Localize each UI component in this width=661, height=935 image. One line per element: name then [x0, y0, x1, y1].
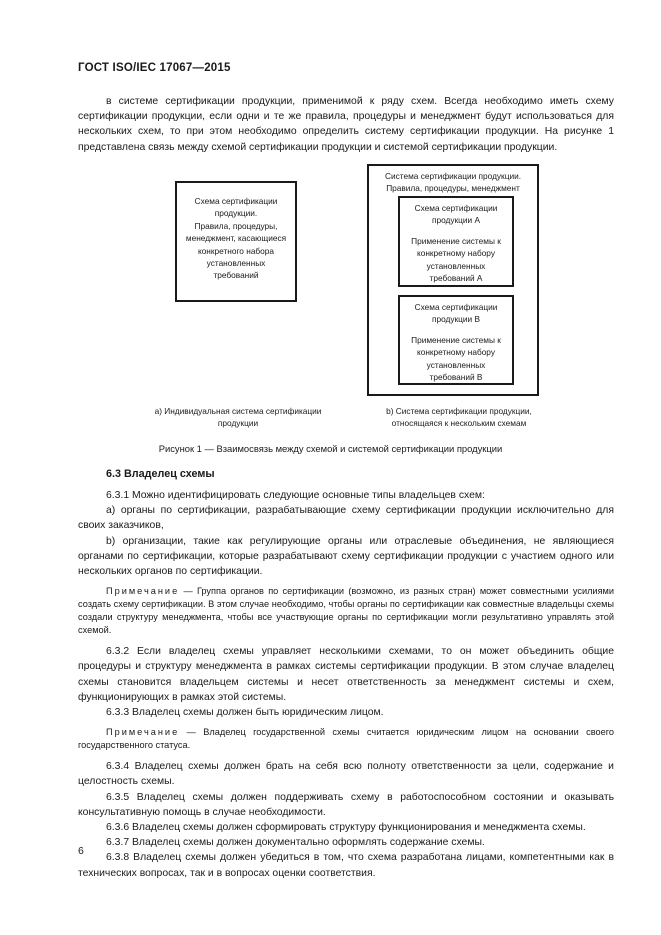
note-1-text: — Группа органов по сертификации (возможно, из разных стран) может совместными усилиями создать схему сертификации. В этом случае необходимо, чтобы органы по сертификации как совместные владельцы схемы создали структуру менеджмента, чтобы все участвующие органы по сертификации могли результативно управлять этой схемой.	[78, 586, 614, 636]
figure-caption-b: b) Система сертификации продукции, относящаяся к нескольким схемам	[386, 406, 532, 428]
clause-6-3-1-item-a: а) органы по сертификации, разрабатывающие схему сертификации продукции исключительно для своих заказчиков,	[78, 505, 614, 532]
left-box-body: Правила, процедуры, менеджмент, касающиеся конкретного набора установленных требований	[185, 220, 287, 281]
clause-6-3-3: 6.3.3 Владелец схемы должен быть юридическим лицом.	[106, 707, 384, 719]
figure-left-box	[175, 181, 297, 302]
clause-6-3-4: 6.3.4 Владелец схемы должен брать на себя всю полноту ответственности за цели, содержание и целостность схемы.	[78, 761, 614, 788]
scheme-b-body: Применение системы к конкретному набору установленных требований В	[411, 334, 501, 383]
scheme-b-title: Схема сертификации продукции В	[414, 302, 498, 325]
scheme-a-body: Применение системы к конкретному набору установленных требований А	[411, 235, 501, 284]
clause-6-3-1-item-b: b) организации, такие как регулирующие органы или отраслевые объединения, не являющиеся органами по сертификации, которые разрабатывают схему сертификации продукции с участием одного или нескольких органов по сертификации.	[78, 535, 614, 578]
intro-paragraph	[78, 94, 614, 155]
note-2-text: — Владелец государственной схемы считается юридическим лицом на основании своего государственного статуса.	[78, 727, 614, 751]
page-header: ГОСТ ISO/IEC 17067—2015	[78, 62, 231, 74]
clause-6-3-6: 6.3.6 Владелец схемы должен сформировать структуру функционирования и менеджмента схемы.	[106, 822, 586, 834]
section-body	[78, 488, 614, 881]
scheme-b-box	[398, 295, 514, 385]
note-1-label: Примечание	[106, 586, 180, 597]
right-outer-title: Система сертификации продукции. Правила, процедуры, менеджмент	[384, 171, 522, 194]
figure-caption: Рисунок 1 — Взаимосвязь между схемой и системой сертификации продукции	[158, 443, 503, 454]
note-2-label: Примечание	[106, 727, 180, 738]
note-2	[78, 726, 614, 752]
clause-6-3-1: 6.3.1 Можно идентифицировать следующие основные типы владельцев схем:	[106, 490, 485, 501]
clause-6-3-5: 6.3.5 Владелец схемы должен поддерживать схему в работоспособном состоянии и оказывать консультативную помощь в случае необходимости.	[78, 791, 614, 818]
scheme-a-title: Схема сертификации продукции А	[414, 203, 498, 226]
figure-caption-a: а) Индивидуальная система сертификации продукции	[154, 406, 322, 428]
section-title: 6.3 Владелец схемы	[106, 468, 215, 480]
left-box-title: Схема сертификации продукции.	[194, 196, 278, 219]
scheme-a-box	[398, 196, 514, 287]
clause-6-3-7: 6.3.7 Владелец схемы должен документально оформлять содержание схемы.	[106, 837, 485, 849]
intro-text: в системе сертификации продукции, применимой к ряду схем. Всегда необходимо иметь схему сертификации продукции, если одни и те же правила, процедуры и менеджмент будут использоваться для нескольких схем, то при этом необходимо определить систему сертификации продукции. На рисунке 1 представлена связь между схемой сертификации продукции и системой сертификации продукции.	[78, 96, 614, 153]
clause-6-3-8: 6.3.8 Владелец схемы должен убедиться в том, что схема разработана лицами, компетентными как в технических вопросах, так и в вопросах оценки соответствия.	[78, 852, 614, 879]
page-number: 6	[78, 845, 84, 857]
note-1	[78, 585, 614, 637]
clause-6-3-2: 6.3.2 Если владелец схемы управляет несколькими схемами, то он может объединить общие процедуры и структуру менеджмента в рамках системы сертификации продукции. В этом случае владелец схемы становится владельцем системы и несет ответственность за менеджмент системы и схем, функционирующих в рамках этой системы.	[78, 646, 614, 703]
